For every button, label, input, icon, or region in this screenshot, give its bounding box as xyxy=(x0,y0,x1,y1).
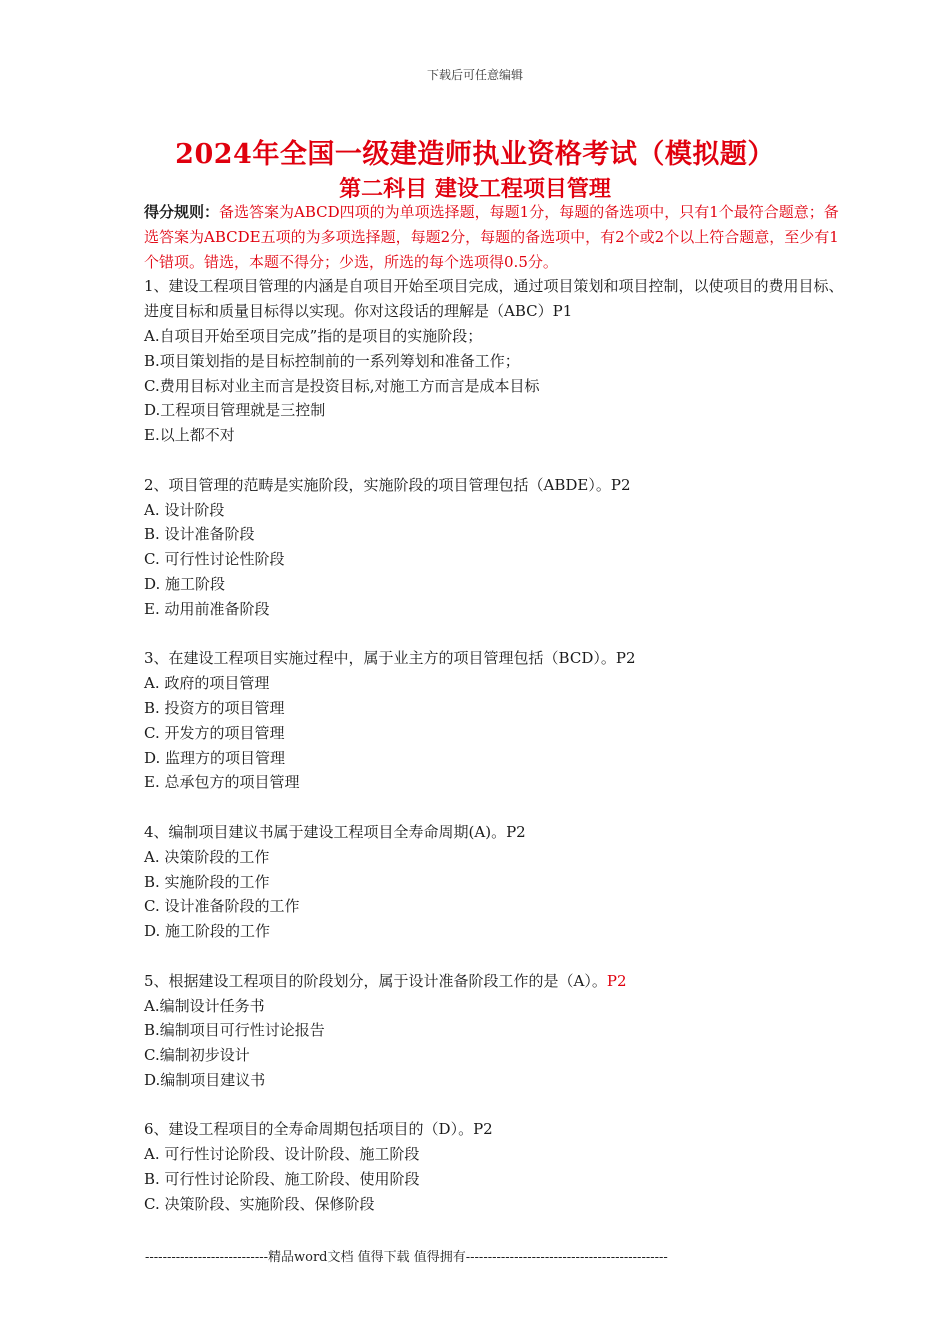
option-c: C. 开发方的项目管理 xyxy=(144,723,285,742)
option-d: D.工程项目管理就是三控制 xyxy=(144,401,326,420)
question-stem xyxy=(144,969,850,994)
option-b: B.项目策划指的是目标控制前的一系列筹划和准备工作； xyxy=(144,351,520,370)
page-reference: P2 xyxy=(606,971,627,990)
scoring-rules xyxy=(144,200,850,274)
option-a: A.自项目开始至项目完成”指的是项目的实施阶段； xyxy=(144,326,483,345)
question-stem-text: 5、根据建设工程项目的阶段划分，属于设计准备阶段工作的是（A）。 xyxy=(144,971,607,990)
option-d: D. 施工阶段 xyxy=(144,574,226,593)
option-b: B. 可行性讨论阶段、施工阶段、使用阶段 xyxy=(144,1170,420,1189)
option-e: E.以上都不对 xyxy=(144,426,235,445)
document-title: 2024年全国一级建造师执业资格考试（模拟题） xyxy=(175,139,775,170)
document-subtitle: 第二科目 建设工程项目管理 xyxy=(339,176,611,202)
option-e: E. 动用前准备阶段 xyxy=(144,599,270,618)
question-4 xyxy=(144,820,850,944)
question-5 xyxy=(144,969,850,1093)
option-a: A.编制设计任务书 xyxy=(144,996,265,1015)
page-header: 下载后可任意编辑 xyxy=(426,68,523,82)
scoring-rules-text: 备选答案为ABCD四项的为单项选择题，每题1分，每题的备选项中，只有1个最符合题意；备选答案为ABCDE五项的为多项选择题，每题2分，每题的备选项中，有2个或2个以上符合题意，至少有1个错项。错选，本题不得分；少选，所选的每个选项得0.5分。 xyxy=(144,203,839,271)
option-d: D. 监理方的项目管理 xyxy=(144,748,286,767)
option-a: A. 政府的项目管理 xyxy=(144,674,270,693)
option-c: C. 可行性讨论性阶段 xyxy=(144,550,285,569)
page-footer: ----------------------------精品word文档 值得下载 值得拥有---------------------------------------------- xyxy=(145,1250,668,1265)
option-b: B. 实施阶段的工作 xyxy=(144,872,270,891)
question-stem: 1、建设工程项目管理的内涵是自项目开始至项目完成，通过项目策划和项目控制，以使项目的费用目标、进度目标和质量目标得以实现。你对这段话的理解是（ABC）P1 xyxy=(144,277,844,321)
option-c: C. 决策阶段、实施阶段、保修阶段 xyxy=(144,1194,375,1213)
option-b: B. 设计准备阶段 xyxy=(144,525,255,544)
option-c: C.费用目标对业主而言是投资目标,对施工方而言是成本目标 xyxy=(144,376,540,395)
question-2 xyxy=(144,473,850,622)
question-stem: 4、编制项目建议书属于建设工程项目全寿命周期(A)。P2 xyxy=(144,822,526,841)
option-c: C. 设计准备阶段的工作 xyxy=(144,897,300,916)
option-a: A. 决策阶段的工作 xyxy=(144,847,270,866)
option-c: C.编制初步设计 xyxy=(144,1046,250,1065)
option-b: B. 投资方的项目管理 xyxy=(144,698,285,717)
option-e: E. 总承包方的项目管理 xyxy=(144,773,300,792)
question-3 xyxy=(144,646,850,795)
option-d: D. 施工阶段的工作 xyxy=(144,922,271,941)
option-a: A. 设计阶段 xyxy=(144,500,225,519)
option-d: D.编制项目建议书 xyxy=(144,1070,266,1089)
question-6 xyxy=(144,1117,850,1216)
question-stem: 3、在建设工程项目实施过程中，属于业主方的项目管理包括（BCD）。P2 xyxy=(144,649,636,668)
scoring-rules-label: 得分规则： xyxy=(144,203,220,221)
option-b: B.编制项目可行性讨论报告 xyxy=(144,1021,325,1040)
question-stem: 6、建设工程项目的全寿命周期包括项目的（D）。P2 xyxy=(144,1120,493,1139)
question-1 xyxy=(144,274,850,448)
question-stem: 2、项目管理的范畴是实施阶段，实施阶段的项目管理包括（ABDE）。P2 xyxy=(144,475,631,494)
option-a: A. 可行性讨论阶段、设计阶段、施工阶段 xyxy=(144,1145,420,1164)
document-body xyxy=(144,200,850,1217)
